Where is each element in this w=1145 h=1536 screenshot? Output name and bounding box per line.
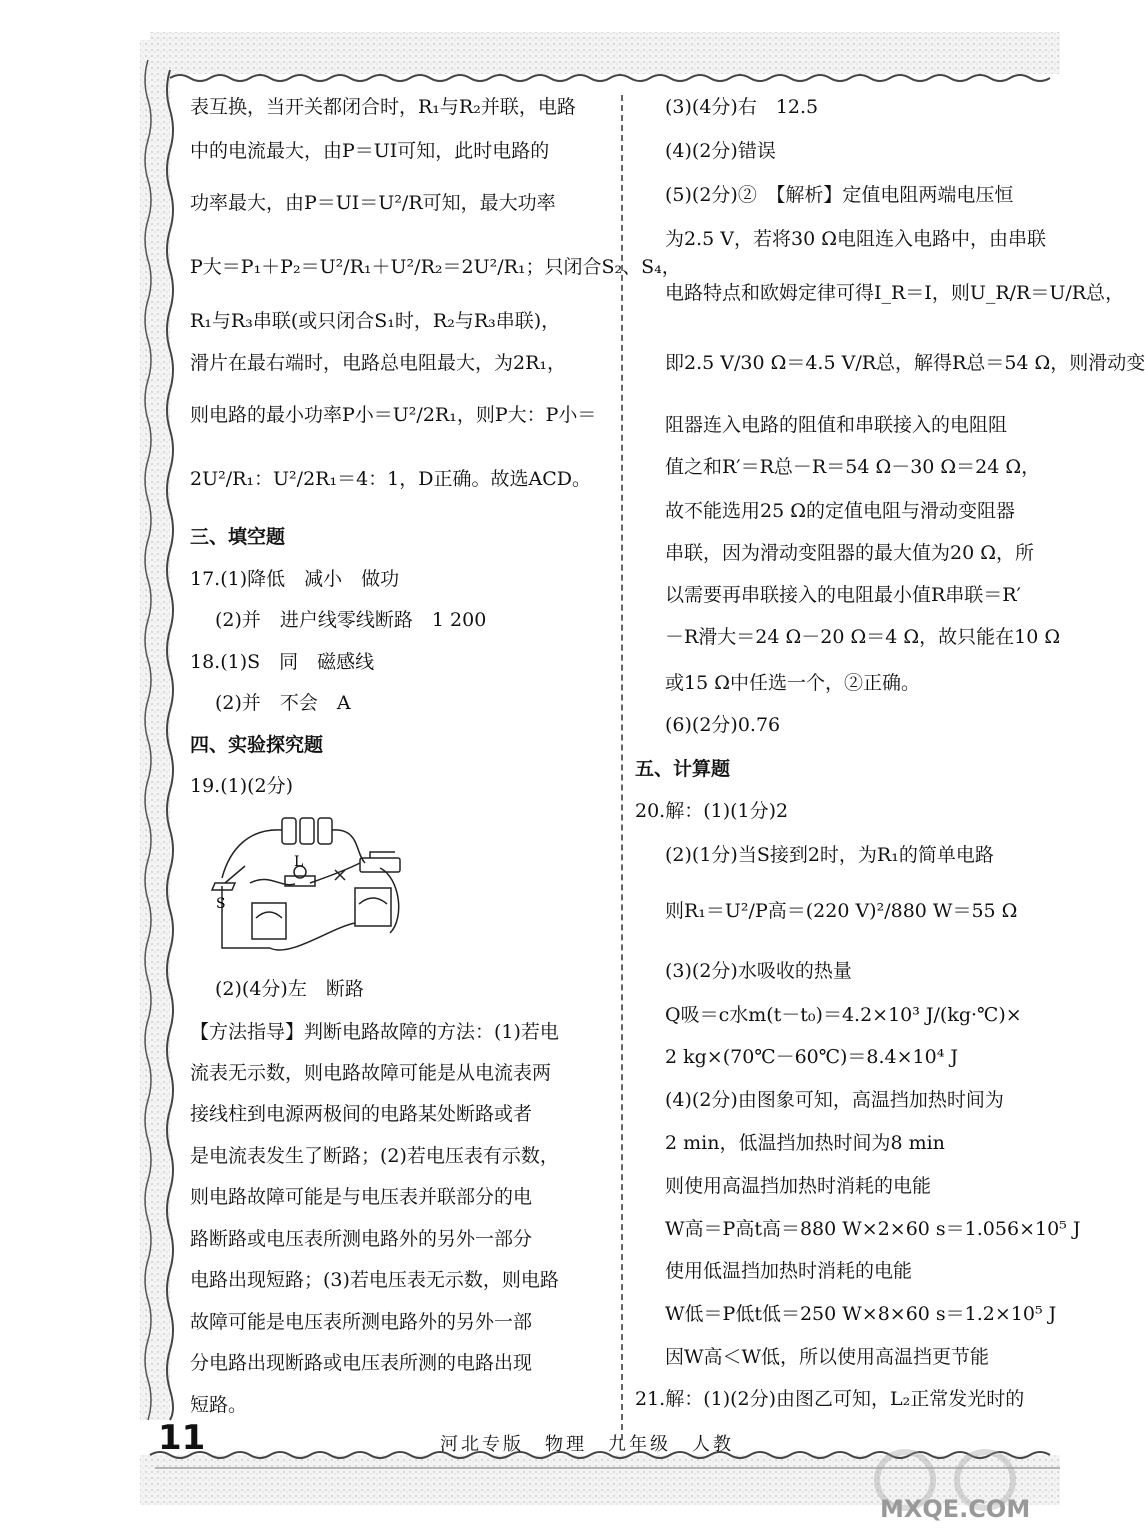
text-line: 以需要再串联接入的电阻最小值R串联＝R′ bbox=[665, 584, 1021, 606]
text-line: 中的电流最大，由P＝UI可知，此时电路的 bbox=[190, 140, 550, 162]
page-number: 11 bbox=[158, 1418, 206, 1458]
text-line: 则使用高温挡加热时消耗的电能 bbox=[665, 1175, 932, 1197]
text-line: (6)(2分)0.76 bbox=[665, 714, 781, 736]
text-line: 串联，因为滑动变阻器的最大值为20 Ω，所 bbox=[665, 542, 1034, 564]
text-line: Q吸＝c水m(t－t₀)＝4.2×10³ J/(kg·℃)× bbox=[665, 1004, 1022, 1026]
circuit-diagram bbox=[210, 808, 420, 963]
text-line: 阻器连入电路的阻值和串联接入的电阻阻 bbox=[665, 414, 1008, 436]
method-line: 电路出现短路；(3)若电压表无示数，则电路 bbox=[190, 1269, 559, 1291]
question-19-part-2: (2)(4分)左 断路 bbox=[215, 978, 364, 1000]
column-divider bbox=[621, 95, 623, 1440]
question-20: 20.解：(1)(1分)2 bbox=[635, 800, 789, 822]
text-line: 为2.5 V，若将30 Ω电阻连入电路中，由串联 bbox=[665, 228, 1046, 250]
question-18: 18.(1)S 同 磁感线 bbox=[190, 651, 375, 673]
method-line: 流表无示数，则电路故障可能是从电流表两 bbox=[190, 1062, 552, 1084]
text-line: 故不能选用25 Ω的定值电阻与滑动变阻器 bbox=[665, 500, 1015, 522]
method-line: 短路。 bbox=[190, 1394, 248, 1416]
text-line: (4)(2分)错误 bbox=[665, 140, 776, 162]
section-heading: 四、实验探究题 bbox=[190, 734, 324, 756]
text-line: P大＝P₁＋P₂＝U²/R₁＋U²/R₂＝2U²/R₁；只闭合S₂、S₄， bbox=[190, 256, 681, 278]
text-line: 则电路的最小功率P小＝U²/2R₁，则P大：P小＝ bbox=[190, 404, 597, 426]
section-heading: 五、计算题 bbox=[635, 758, 731, 780]
text-line: (3)(2分)水吸收的热量 bbox=[665, 960, 852, 982]
watermark-text: MXQE.COM bbox=[880, 1495, 1031, 1523]
method-line: 路断路或电压表所测电路外的另外一部分 bbox=[190, 1228, 533, 1250]
method-line: 是电流表发生了断路；(2)若电压表有示数， bbox=[190, 1145, 559, 1167]
text-line: 即2.5 V/30 Ω＝4.5 V/R总，解得R总＝54 Ω，则滑动变 bbox=[665, 352, 1145, 374]
text-line: (2)(1分)当S接到2时，为R₁的简单电路 bbox=[665, 844, 994, 866]
method-line: 接线柱到电源两极间的电路某处断路或者 bbox=[190, 1103, 533, 1125]
text-line: W高＝P高t高＝880 W×2×60 s＝1.056×10⁵ J bbox=[665, 1218, 1081, 1240]
footer-text: 河北专版 物理 九年级 人教 bbox=[440, 1434, 734, 1455]
text-line: 或15 Ω中任选一个，②正确。 bbox=[665, 672, 920, 694]
text-line: (4)(2分)由图象可知，高温挡加热时间为 bbox=[665, 1089, 1004, 1111]
text-line: 因W高＜W低，所以使用高温挡更节能 bbox=[665, 1346, 990, 1368]
lamp-label: L bbox=[294, 854, 304, 870]
method-line: 分电路出现断路或电压表所测的电路出现 bbox=[190, 1352, 533, 1374]
question-18-part-2: (2)并 不会 A bbox=[215, 692, 351, 714]
text-line: (3)(4分)右 12.5 bbox=[665, 96, 819, 118]
text-line: 2 kg×(70℃－60℃)＝8.4×10⁴ J bbox=[665, 1046, 958, 1068]
text-line: (5)(2分)② 【解析】定值电阻两端电压恒 bbox=[665, 184, 1014, 206]
question-17-part-2: (2)并 进户线零线断路 1 200 bbox=[215, 609, 487, 631]
text-line: R₁与R₃串联(或只闭合S₁时，R₂与R₃串联)， bbox=[190, 310, 561, 332]
question-17: 17.(1)降低 减小 做功 bbox=[190, 568, 400, 590]
text-line: 2U²/R₁：U²/2R₁＝4：1，D正确。故选ACD。 bbox=[190, 468, 591, 490]
method-line: 【方法指导】判断电路故障的方法：(1)若电 bbox=[190, 1021, 559, 1043]
text-line: 值之和R′＝R总－R＝54 Ω－30 Ω＝24 Ω， bbox=[665, 456, 1041, 478]
text-line: －R滑大＝24 Ω－20 Ω＝4 Ω，故只能在10 Ω bbox=[665, 626, 1061, 648]
method-line: 故障可能是电压表所测电路外的另外一部 bbox=[190, 1311, 533, 1333]
text-line: 功率最大，由P＝UI＝U²/R可知，最大功率 bbox=[190, 192, 556, 214]
text-line: 表互换，当开关都闭合时，R₁与R₂并联，电路 bbox=[190, 96, 576, 118]
text-line: 则R₁＝U²/P高＝(220 V)²/880 W＝55 Ω bbox=[665, 900, 1018, 922]
switch-label: S bbox=[216, 896, 226, 912]
question-21: 21.解：(1)(2分)由图乙可知，L₂正常发光时的 bbox=[635, 1388, 1025, 1410]
text-line: 2 min，低温挡加热时间为8 min bbox=[665, 1132, 945, 1154]
method-line: 则电路故障可能是与电压表并联部分的电 bbox=[190, 1186, 533, 1208]
question-19: 19.(1)(2分) bbox=[190, 775, 294, 797]
text-line: 电路特点和欧姆定律可得I_R＝I，则U_R/R＝U/R总， bbox=[665, 282, 1125, 304]
text-line: W低＝P低t低＝250 W×8×60 s＝1.2×10⁵ J bbox=[665, 1303, 1057, 1325]
section-heading: 三、填空题 bbox=[190, 526, 286, 548]
text-line: 使用低温挡加热时消耗的电能 bbox=[665, 1260, 913, 1282]
text-line: 滑片在最右端时，电路总电阻最大，为2R₁， bbox=[190, 352, 567, 374]
